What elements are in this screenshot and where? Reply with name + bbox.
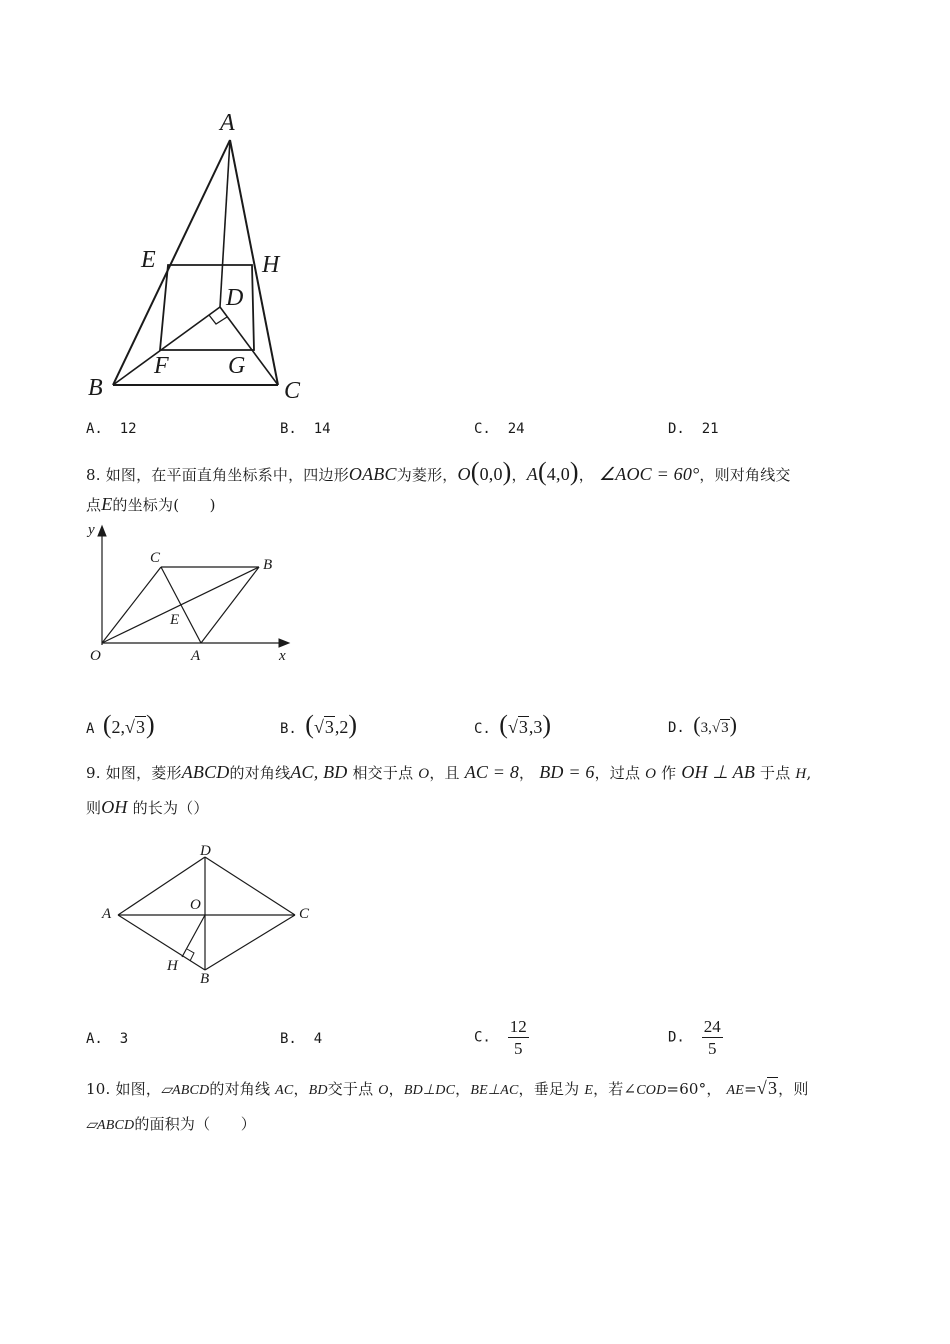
side-ba	[201, 567, 259, 643]
q8-option-d: D. (3,√3)	[668, 712, 737, 737]
q10-question-line1: 10. 如图，▱ABCD的对角线 AC，BD交于点 O，BD⊥DC，BE⊥AC，垂足为 E，若∠COD=60°， AE=√3，则	[86, 1078, 809, 1098]
q9-option-b: B. 4	[280, 1031, 323, 1047]
side-dc	[205, 857, 295, 915]
right-angle-mark-d	[209, 315, 227, 324]
q8-fig-label-y: y	[88, 522, 95, 538]
q9-fig-label-c: C	[299, 906, 310, 922]
line-ad	[220, 140, 230, 307]
q9-fig-label-o: O	[190, 897, 201, 913]
x-axis-arrow	[279, 639, 289, 647]
fig7-label-d: D	[226, 285, 244, 311]
fig7-label-f: F	[154, 353, 169, 379]
fig7-label-a: A	[220, 110, 235, 136]
q8-fig-label-c: C	[150, 550, 161, 566]
line-ab	[113, 140, 230, 385]
q10-question-line2: ▱ABCD的面积为（ ）	[86, 1115, 256, 1133]
fig7-label-g: G	[228, 353, 246, 379]
y-axis-arrow	[98, 526, 106, 536]
side-oc	[102, 567, 161, 643]
q7-option-a: A. 12	[86, 421, 137, 437]
q8-question-line2: 点E的坐标为( )	[86, 494, 216, 514]
q9-fig-label-b: B	[200, 971, 210, 987]
q9-option-d: D. $\frac{24}{5}$	[668, 1017, 721, 1058]
q9-fig-label-h: H	[167, 958, 178, 974]
q8-option-c: C. (√3,3)	[474, 710, 552, 739]
q9-question-line2: 则OH 的长为（）	[86, 797, 209, 817]
q7-option-c: C. 24	[474, 421, 525, 437]
q9-option-a: A. 3	[86, 1031, 129, 1047]
q7-triangle-figure	[80, 105, 320, 415]
q8-fig-label-a: A	[191, 648, 201, 664]
fig7-label-e: E	[141, 247, 156, 273]
q8-fig-label-x: x	[279, 648, 286, 664]
q8-fig-label-b: B	[263, 557, 273, 573]
q8-option-b: B. (√3,2)	[280, 710, 358, 739]
fig7-label-c: C	[284, 378, 301, 404]
q9-question-line1: 9. 如图，菱形ABCD的对角线AC, BD 相交于点 O，且 AC = 8， BD = 6，过点 O 作 OH ⊥ AB 于点 H,	[86, 762, 812, 782]
q9-rhombus-figure	[100, 840, 320, 990]
q9-option-c: C. $\frac{12}{5}$	[474, 1017, 527, 1058]
side-cb	[205, 915, 295, 970]
q9-fig-label-a: A	[102, 906, 112, 922]
diagonal-ca	[161, 567, 201, 643]
fig7-label-h: H	[262, 252, 280, 278]
fig7-label-b: B	[88, 375, 103, 401]
q8-option-a: A (2,√3)	[86, 710, 155, 739]
q8-fig-label-o: O	[90, 648, 101, 664]
q8-fig-label-e: E	[170, 612, 180, 628]
q7-option-b: B. 14	[280, 421, 331, 437]
q9-fig-label-d: D	[200, 843, 211, 859]
side-ba	[118, 915, 205, 970]
q8-question-line1: 8. 如图，在平面直角坐标系中，四边形OABC为菱形，O(0,0)，A(4,0)， ∠AOC = 60°，则对角线交	[86, 457, 791, 486]
segment-oh	[182, 915, 205, 957]
q7-option-d: D. 21	[668, 421, 719, 437]
